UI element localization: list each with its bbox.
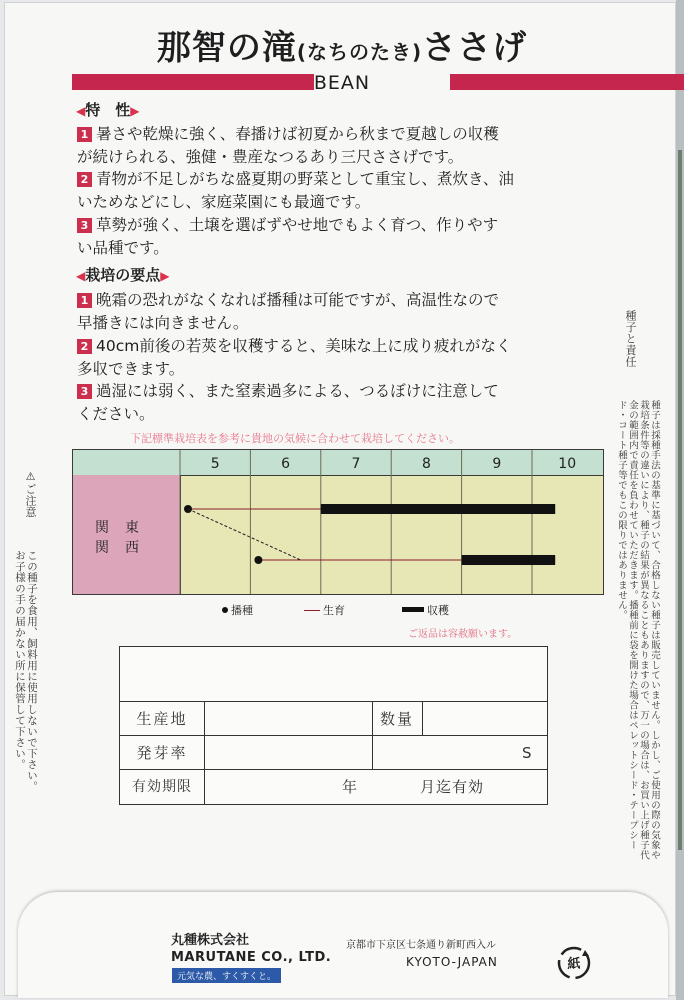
germination-row <box>120 735 547 770</box>
cultivation-line: 過湿には弱く、また窒素過多による、つるぼけに注意して <box>96 382 499 400</box>
number-badge: 2 <box>77 339 92 354</box>
title-main-right: ささげ <box>422 28 528 68</box>
features-heading <box>76 99 139 120</box>
caution-heading-label: ご注意 <box>24 483 37 518</box>
company-tagline: 元気な農、すくすくと。 <box>172 968 281 983</box>
divider <box>372 702 373 736</box>
expiry-row <box>120 769 547 805</box>
return-note: ご返品は容赦願います。 <box>408 629 518 640</box>
cultivation-heading <box>76 264 169 285</box>
caution-line: この種子を食用、飼料用に使用しないで下さい。 <box>26 550 38 792</box>
origin-label: 生産地 <box>120 702 205 736</box>
responsibility-line: 種子は採種手法の基準に基づいて、合格しない種子は販売していません。しかし、ご使用の際の気象や栽培条件等の違いにより、種子の結果が異なることもありますので、万一の場合は、お買い上げ種子代金の範囲内で責任を負わせていただきます。 <box>627 400 660 860</box>
sow-connector <box>188 509 301 560</box>
recycle-mark-text: 紙 <box>567 957 581 972</box>
company-name-jp: 丸種株式会社 <box>171 933 250 948</box>
caution-text <box>8 550 38 800</box>
number-badge: 3 <box>77 218 92 233</box>
harvest-bar <box>321 504 555 514</box>
legend-harvest <box>402 602 449 618</box>
feature-line: い品種です。 <box>77 238 169 257</box>
feature-line: が続けられる、強健・豊産なつるあり三尺ささげです。 <box>77 147 464 166</box>
divider <box>372 736 373 770</box>
triangle-right-icon: ▶ <box>130 104 140 118</box>
divider <box>422 702 423 736</box>
cultivation-calendar <box>72 449 604 595</box>
month-tick-label: 9 <box>492 456 502 472</box>
number-badge: 1 <box>77 293 92 308</box>
month-tick-label: 8 <box>421 456 431 472</box>
address-line: 京都市下京区七条通り新町西入ル <box>346 940 496 951</box>
cultivation-item-2 <box>77 335 612 380</box>
calendar-note: 下記標準栽培表を参考に貴地の気候に合わせて栽培してください。 <box>130 432 460 445</box>
caution-heading <box>24 470 36 550</box>
number-badge: 2 <box>77 172 92 187</box>
packet-edge <box>676 0 684 1000</box>
feature-line: 暑さや乾燥に強く、春播けば初夏から秋まで夏越しの収穫 <box>96 125 499 143</box>
harvest-bar-icon <box>402 607 424 612</box>
warning-icon: ⚠ <box>24 470 37 484</box>
origin-row <box>120 701 547 736</box>
region-label-kansai: 関 西 <box>95 540 140 556</box>
cultivation-line: 40cm前後の若莢を収穫すると、美味な上に成り疲れがなく <box>96 337 512 355</box>
cultivation-item-3 <box>77 380 612 425</box>
triangle-right-icon: ▶ <box>160 269 170 283</box>
region-label-kanto: 関 東 <box>95 520 140 536</box>
address-city: KYOTO-JAPAN <box>406 955 498 969</box>
legend-growth <box>304 602 345 618</box>
features-heading-label: 特 性 <box>85 101 131 119</box>
company-address <box>346 938 498 970</box>
responsibility-heading: 種子と責任 <box>624 310 637 368</box>
triangle-left-icon: ◀ <box>76 269 86 283</box>
title-reading: (なちのたき) <box>296 40 423 64</box>
harvest-bar <box>462 555 556 565</box>
feature-line: いためなどにし、家庭菜園にも最適です。 <box>77 192 371 211</box>
responsibility-line: 播種前に袋を開けた場合はペレットシード・テープシード・コート種子等でもこの限りではありません。 <box>616 400 638 850</box>
cultivation-item-1 <box>77 289 612 334</box>
feature-line: 青物が不足しがちな盛夏期の野菜として重宝し、煮炊き、油 <box>96 170 514 188</box>
cultivation-line: 多収できます。 <box>77 359 185 378</box>
triangle-left-icon: ◀ <box>76 104 86 118</box>
month-tick-label: 6 <box>281 456 291 472</box>
legend-harvest-label: 収穫 <box>427 604 449 617</box>
edge-stripe <box>678 150 682 850</box>
expiry-suffix: 月迄有効 <box>420 778 485 796</box>
responsibility-text <box>600 400 660 860</box>
legend-sow <box>222 602 253 618</box>
cultivation-line: ください。 <box>77 404 155 423</box>
legend-sow-label: 播種 <box>231 604 253 617</box>
cultivation-heading-label: 栽培の要点 <box>85 266 161 284</box>
feature-item-2 <box>77 168 612 213</box>
feature-item-3 <box>77 214 612 259</box>
sow-point <box>254 556 262 564</box>
company-name-en: MARUTANE CO., LTD. <box>171 950 332 965</box>
caution-line: お子様の手の届かない所に保管して下さい。 <box>14 550 26 770</box>
germination-label: 発芽率 <box>120 736 205 770</box>
title-main-left: 那智の滝 <box>156 28 297 68</box>
number-badge: 1 <box>77 127 92 142</box>
germination-value: S <box>522 744 532 762</box>
product-title <box>0 20 684 69</box>
info-form <box>119 646 548 805</box>
feature-item-1 <box>77 123 612 168</box>
feature-line: 草勢が強く、土壌を選ばずやせ地でもよく育つ、作りやす <box>96 216 499 234</box>
month-tick-label: 5 <box>210 456 220 472</box>
growth-line-icon <box>304 610 320 611</box>
cultivation-line: 早播きには向きません。 <box>77 313 249 332</box>
number-badge: 3 <box>77 384 92 399</box>
expiry-year-label: 年 <box>342 778 358 796</box>
paper-recycle-icon <box>555 944 593 982</box>
quantity-label: 数量 <box>380 710 415 728</box>
month-tick-label: 7 <box>351 456 361 472</box>
company-name <box>171 932 331 966</box>
expiry-label: 有効期限 <box>120 770 205 805</box>
sow-dot-icon <box>222 607 228 613</box>
calendar-plot <box>73 450 603 594</box>
legend-growth-label: 生育 <box>323 604 345 617</box>
product-subtitle: BEAN <box>313 72 371 94</box>
cultivation-line: 晩霜の恐れがなくなれば播種は可能ですが、高温性なので <box>96 291 500 309</box>
month-tick-label: 10 <box>558 456 577 472</box>
